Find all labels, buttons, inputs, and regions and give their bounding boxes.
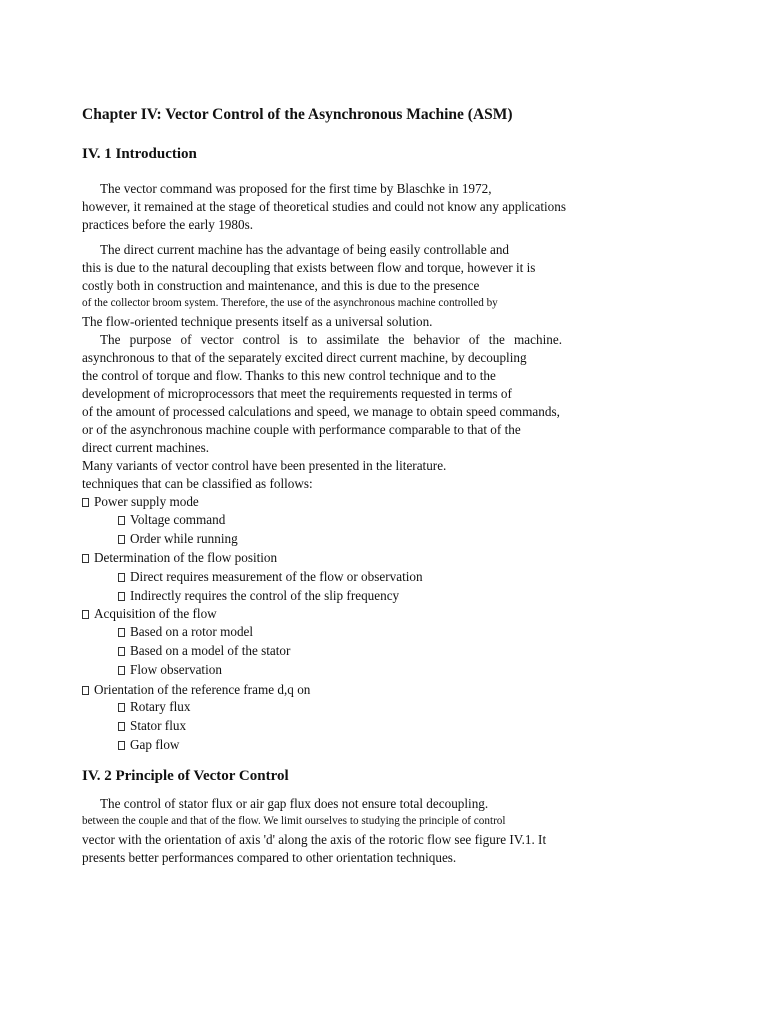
paragraph-line: the control of torque and flow. Thanks to this new control technique and to the [82, 368, 496, 383]
paragraph-line: or of the asynchronous machine couple with performance comparable to that of the [82, 422, 521, 437]
paragraph-line: vector with the orientation of axis 'd' along the axis of the rotoric flow see figure IV.1. It [82, 832, 547, 847]
paragraph-line: direct current machines. [82, 440, 210, 455]
checkbox-glyph-icon [118, 741, 125, 750]
list-item: Based on a model of the stator [118, 642, 290, 659]
paragraph-line: practices before the early 1980s. [82, 217, 253, 232]
list-item: Direct requires measurement of the flow or observation [118, 568, 423, 585]
paragraph-line: this is due to the natural decoupling that exists between flow and torque, however it is [82, 260, 536, 275]
list-item: Based on a rotor model [118, 623, 253, 640]
checkbox-glyph-icon [118, 535, 125, 544]
paragraph-line: The purpose of vector control is to assimilate the behavior of the machine. [100, 332, 562, 347]
checkbox-glyph-icon [118, 592, 125, 601]
paragraph-line: techniques that can be classified as follows: [82, 476, 313, 491]
paragraph-line: development of microprocessors that meet the requirements requested in terms of [82, 386, 512, 401]
list-item: Flow observation [118, 661, 222, 678]
section-heading-introduction: IV. 1 Introduction [82, 146, 197, 162]
paragraph-line: asynchronous to that of the separately excited direct current machine, by decoupling [82, 350, 527, 365]
paragraph-line: between the couple and that of the flow. We limit ourselves to studying the principle of control [82, 815, 506, 827]
list-item: Orientation of the reference frame d,q on [82, 681, 310, 698]
paragraph-line: The vector command was proposed for the first time by Blaschke in 1972, [100, 181, 492, 196]
list-item: Power supply mode [82, 493, 199, 510]
checkbox-glyph-icon [118, 703, 125, 712]
checkbox-glyph-icon [118, 647, 125, 656]
checkbox-glyph-icon [82, 686, 89, 695]
section-heading-principle: IV. 2 Principle of Vector Control [82, 768, 289, 784]
checkbox-glyph-icon [118, 722, 125, 731]
paragraph-line: of the amount of processed calculations and speed, we manage to obtain speed commands, [82, 404, 560, 419]
list-item: Indirectly requires the control of the slip frequency [118, 587, 399, 604]
paragraph-line: The direct current machine has the advantage of being easily controllable and [100, 242, 510, 257]
chapter-title: Chapter IV: Vector Control of the Asynchronous Machine (ASM) [82, 106, 513, 123]
paragraph-line: The control of stator flux or air gap flux does not ensure total decoupling. [100, 796, 489, 811]
paragraph-line: Many variants of vector control have been presented in the literature. [82, 458, 447, 473]
list-item: Acquisition of the flow [82, 605, 217, 622]
list-item: Voltage command [118, 511, 225, 528]
paragraph-line: however, it remained at the stage of theoretical studies and could not know any applications [82, 199, 566, 214]
checkbox-glyph-icon [118, 628, 125, 637]
list-item: Determination of the flow position [82, 549, 277, 566]
paragraph-line: of the collector broom system. Therefore, the use of the asynchronous machine controlled by [82, 297, 498, 309]
checkbox-glyph-icon [118, 666, 125, 675]
checkbox-glyph-icon [118, 516, 125, 525]
checkbox-glyph-icon [118, 573, 125, 582]
checkbox-glyph-icon [82, 554, 89, 563]
paragraph-line: presents better performances compared to other orientation techniques. [82, 850, 457, 865]
list-item: Gap flow [118, 736, 179, 753]
list-item: Rotary flux [118, 698, 190, 715]
list-item: Stator flux [118, 717, 186, 734]
checkbox-glyph-icon [82, 498, 89, 507]
paragraph-line: The flow-oriented technique presents itself as a universal solution. [82, 314, 433, 329]
paragraph-line: costly both in construction and maintenance, and this is due to the presence [82, 278, 480, 293]
checkbox-glyph-icon [82, 610, 89, 619]
list-item: Order while running [118, 530, 238, 547]
